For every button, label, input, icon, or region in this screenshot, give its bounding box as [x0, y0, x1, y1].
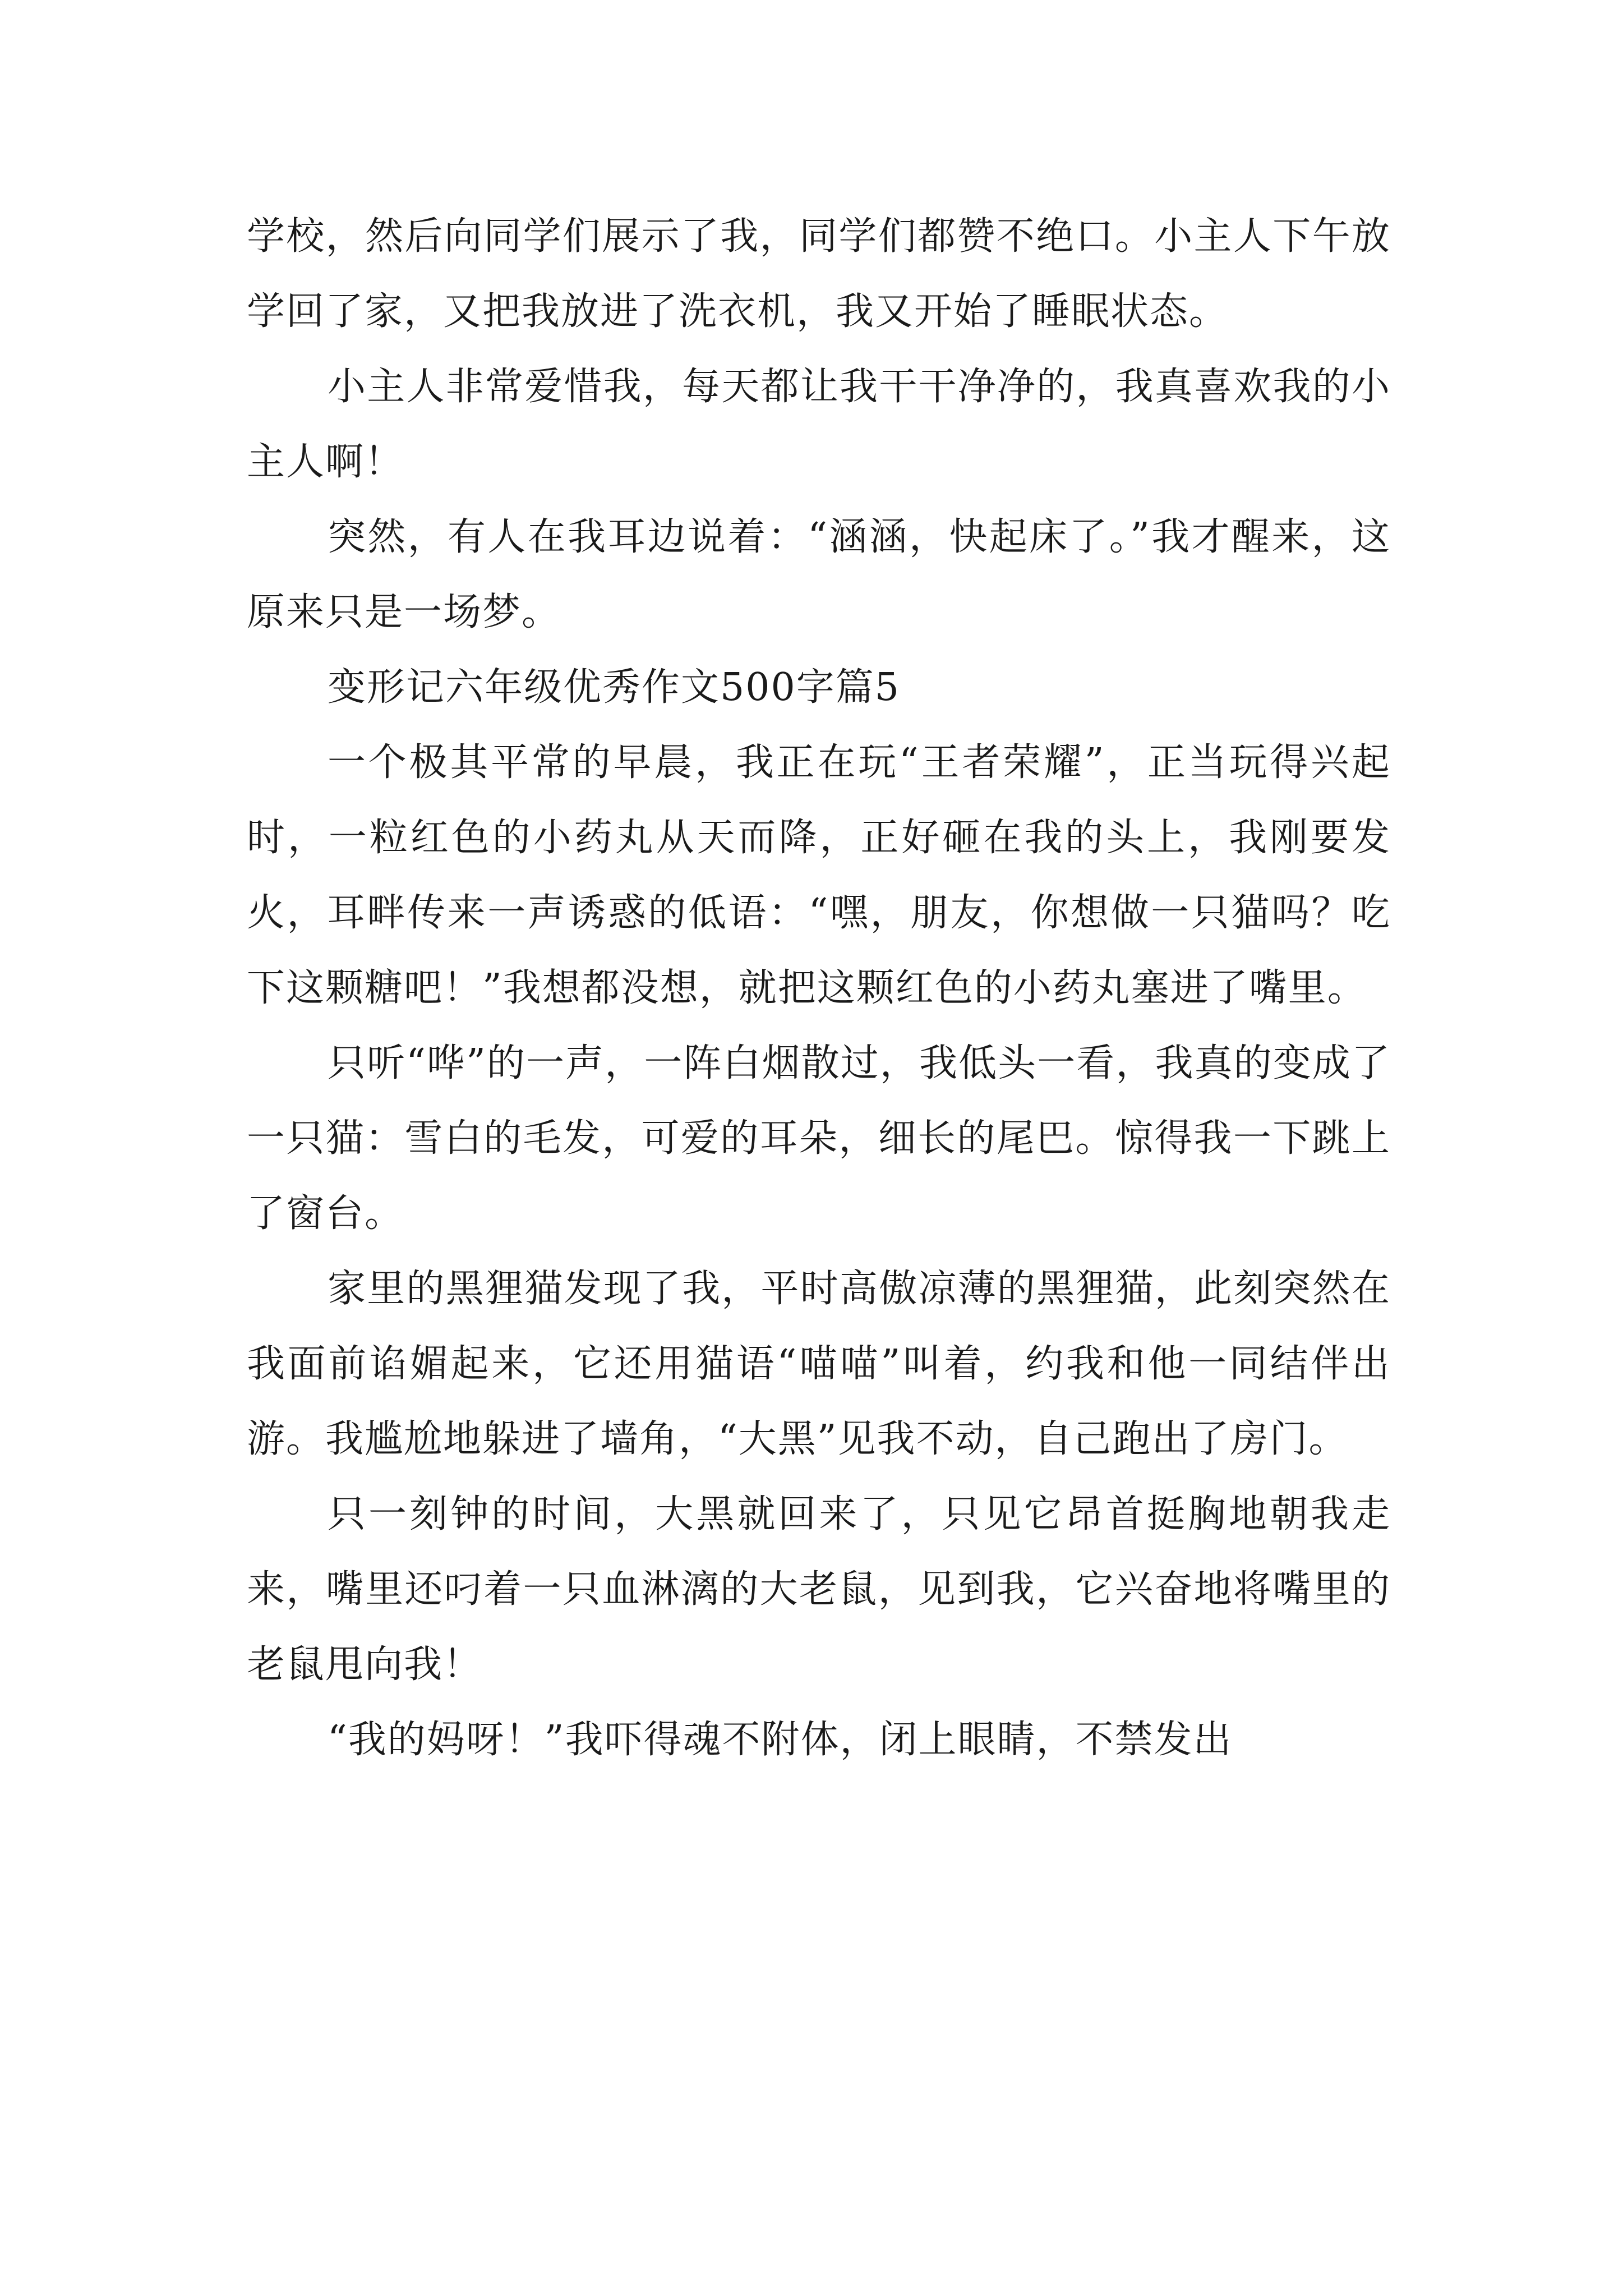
paragraph: 家里的黑狸猫发现了我，平时高傲凉薄的黑狸猫，此刻突然在我面前谄媚起来，它还用猫语“喵喵”叫着，约我和他一同结伴出游。我尴尬地躲进了墙角，“大黑”见我不动，自己跑出了房门。 [247, 1267, 1391, 1461]
paragraph: 突然，有人在我耳边说着：“涵涵，快起床了。”我才醒来，这原来只是一场梦。 [247, 515, 1391, 634]
paragraph: 一个极其平常的早晨，我正在玩“王者荣耀”，正当玩得兴起时，一粒红色的小药丸从天而降，正好砸在我的头上，我刚要发火，耳畔传来一声诱惑的低语：“嘿，朋友，你想做一只猫吗？吃下这颗糖吧！”我想都没想，就把这颗红色的小药丸塞进了嘴里。 [247, 740, 1391, 1010]
paragraph: 只听“哗”的一声，一阵白烟散过，我低头一看，我真的变成了一只猫：雪白的毛发，可爱的耳朵，细长的尾巴。惊得我一下跳上了窗台。 [247, 1041, 1391, 1236]
section-heading: 变形记六年级优秀作文500字篇5 [328, 665, 901, 710]
paragraph: 学校，然后向同学们展示了我，同学们都赞不绝口。小主人下午放学回了家，又把我放进了洗衣机，我又开始了睡眠状态。 [247, 214, 1391, 334]
paragraph: “我的妈呀！”我吓得魂不附体，闭上眼睛，不禁发出 [328, 1718, 1233, 1762]
paragraph: 小主人非常爱惜我，每天都让我干干净净的，我真喜欢我的小主人啊！ [247, 365, 1391, 484]
document-body [247, 199, 1391, 1778]
paragraph: 只一刻钟的时间，大黑就回来了，只见它昂首挺胸地朝我走来，嘴里还叼着一只血淋漓的大老鼠，见到我，它兴奋地将嘴里的老鼠甩向我！ [247, 1492, 1391, 1687]
